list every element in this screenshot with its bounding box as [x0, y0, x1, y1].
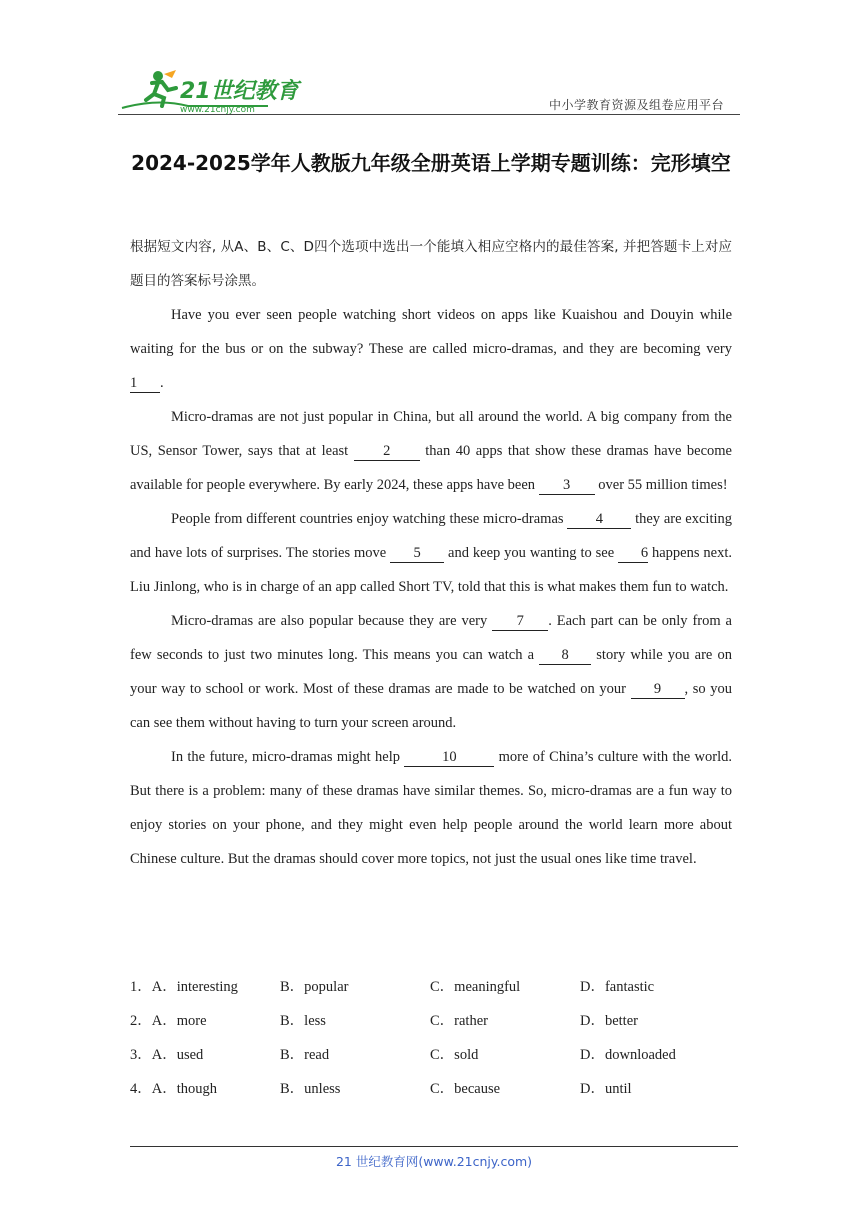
footer-divider — [130, 1146, 738, 1147]
paragraph-1: Have you ever seen people watching short videos on apps like Kuaishou and Douyin while waiting for the bus or on the subway? These are called micro-dramas, and they are becoming very 1 . — [130, 307, 732, 391]
option-a: 4．A．though — [130, 1081, 217, 1097]
option-c: C．sold — [430, 1047, 479, 1063]
logo — [118, 68, 308, 114]
blank-2: 2 — [354, 442, 420, 461]
option-b: B．read — [280, 1047, 330, 1063]
page-header — [118, 64, 740, 116]
option-b: B．unless — [280, 1081, 341, 1097]
passage — [130, 230, 732, 876]
option-d: D．until — [580, 1081, 632, 1097]
option-a: 2．A．more — [130, 1013, 207, 1029]
question-row — [130, 1038, 732, 1072]
option-c: C．rather — [430, 1013, 488, 1029]
logo-text: 21世纪教育 — [180, 79, 299, 104]
instructions: 根据短文内容, 从A、B、C、D四个选项中选出一个能填入相应空格内的最佳答案, 并把答题卡上对应题目的答案标号涂黑。 — [130, 239, 732, 289]
paragraph-5: In the future, micro-dramas might help 10 more of China’s culture with the world. But there is a problem: many of these dramas have similar themes. So, micro-dramas are a fun way to enjoy stories on your phone, and they might even help people around the world learn more about Chinese culture. But the dramas should cover more topics, not just the usual ones like time travel. — [130, 749, 732, 867]
blank-4: 4 — [567, 510, 631, 529]
option-a: 3．A．used — [130, 1047, 204, 1063]
page-title: 2024-2025学年人教版九年级全册英语上学期专题训练：完形填空 — [131, 151, 731, 175]
blank-5: 5 — [390, 544, 444, 563]
question-row — [130, 1072, 732, 1106]
blank-1: 1 — [130, 374, 160, 393]
logo-url: www.21cnjy.com — [180, 105, 255, 114]
blank-8: 8 — [539, 646, 591, 665]
option-b: B．less — [280, 1013, 326, 1029]
option-a: 1．A．interesting — [130, 979, 238, 995]
question-row — [130, 970, 732, 1004]
blank-9: 9 — [631, 680, 685, 699]
paragraph-2: Micro-dramas are not just popular in China, but all around the world. A big company from the US, Sensor Tower, says that at least 2 than 40 apps that show these dramas have become available for people everywhere. By early 2024, these apps have been 3 over 55 million times! — [130, 409, 732, 493]
header-platform-text: 中小学教育资源及组卷应用平台 — [548, 98, 724, 112]
option-d: D．fantastic — [580, 979, 655, 995]
option-c: C．because — [430, 1081, 501, 1097]
paragraph-3: People from different countries enjoy watching these micro-dramas 4 they are exciting and have lots of surprises. The stories move 5 and keep you wanting to see 6 happens next. Liu Jinlong, who is in charge of an app called Short TV, told that this is what makes them fun to watch. — [130, 511, 732, 595]
paragraph-4: Micro-dramas are also popular because they are very 7 . Each part can be only from a few seconds to just two minutes long. This means you can watch a 8 story while you are on your way to school or work. Most of these dramas are made to be watched on your 9 , so you can see them without having to turn your screen around. — [130, 613, 732, 731]
blank-10: 10 — [404, 748, 494, 767]
header-divider — [118, 114, 740, 115]
blank-3: 3 — [539, 476, 595, 495]
option-d: D．downloaded — [580, 1047, 676, 1063]
question-options — [130, 970, 732, 1106]
footer-link[interactable]: 21 世纪教育网(www.21cnjy.com) — [335, 1154, 533, 1169]
blank-7: 7 — [492, 612, 548, 631]
option-b: B．popular — [280, 979, 349, 995]
question-row — [130, 1004, 732, 1038]
option-d: D．better — [580, 1013, 638, 1029]
blank-6: 6 — [618, 544, 648, 563]
option-c: C．meaningful — [430, 979, 521, 995]
